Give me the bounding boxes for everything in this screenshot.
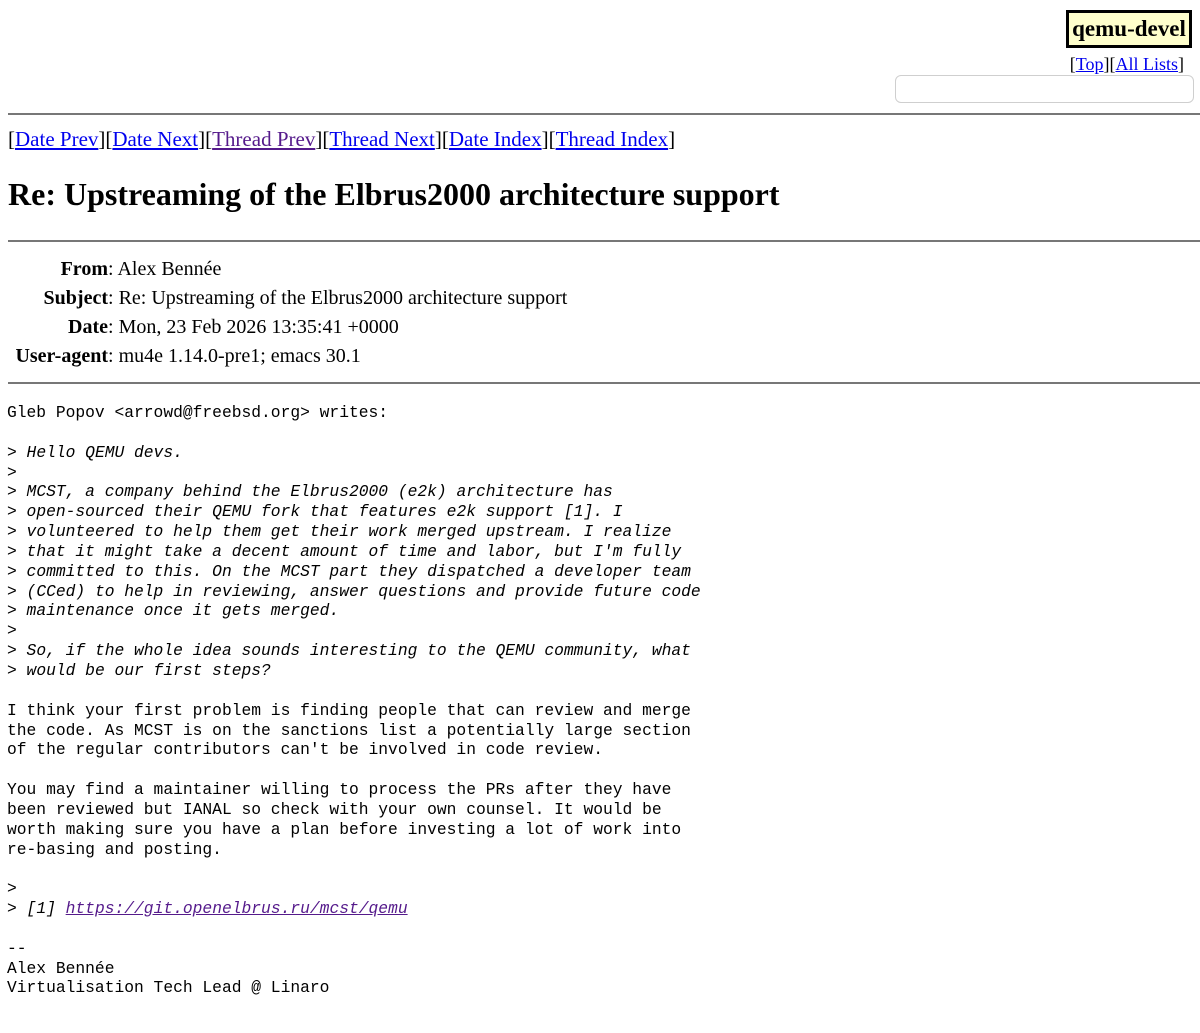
quote-line: >	[7, 621, 27, 641]
message-navigation	[8, 126, 675, 152]
signature-separator: --	[7, 938, 27, 958]
top-link[interactable]: Top	[1075, 54, 1104, 74]
all-lists-link[interactable]: All Lists	[1115, 54, 1178, 74]
quote-line: > committed to this. On the MCST part they dispatched a developer team	[7, 561, 691, 581]
reply-text: worth making sure you have a plan before investing a lot of work into	[7, 819, 682, 839]
divider	[8, 240, 1200, 242]
header-row-subject	[10, 285, 567, 314]
reply-text: been reviewed but IANAL so check with your own counsel. It would be	[7, 799, 662, 819]
quote-line: > maintenance once it gets merged.	[7, 601, 340, 621]
quote-line: >	[7, 462, 27, 482]
signature-title: Virtualisation Tech Lead @ Linaro	[7, 978, 330, 998]
quote-line: > volunteered to help them get their work merged upstream. I realize	[7, 522, 672, 542]
reply-text: the code. As MCST is on the sanctions list a potentially large section	[7, 720, 691, 740]
reply-text: You may find a maintainer willing to process the PRs after they have	[7, 780, 672, 800]
header-row-from	[10, 256, 567, 285]
bracket: [	[8, 127, 15, 151]
signature-name: Alex Bennée	[7, 958, 115, 978]
header-name: User-agent	[15, 345, 108, 367]
message-headers	[10, 256, 567, 372]
quote-line: > open-sourced their QEMU fork that features e2k support [1]. I	[7, 502, 623, 522]
header-name: Date	[68, 316, 108, 338]
bracket: ][	[434, 127, 449, 151]
search-input[interactable]	[895, 75, 1194, 103]
header-colon: :	[108, 258, 114, 280]
header-colon: :	[108, 316, 114, 338]
divider	[8, 382, 1200, 384]
date-next-link[interactable]: Date Next	[112, 127, 199, 151]
thread-next-link[interactable]: Thread Next	[329, 127, 435, 151]
bracket: [	[1069, 54, 1076, 74]
page-title: Re: Upstreaming of the Elbrus2000 architecture support	[8, 176, 780, 212]
quote-line: > would be our first steps?	[7, 660, 271, 680]
quote-line: > Hello QEMU devs.	[7, 442, 183, 462]
reply-text: re-basing and posting.	[7, 839, 222, 859]
header-colon: :	[108, 287, 114, 309]
bracket: ][	[315, 127, 330, 151]
quote-line: > (CCed) to help in reviewing, answer questions and provide future code	[7, 581, 701, 601]
header-colon: :	[108, 345, 114, 367]
header-name: Subject	[43, 287, 108, 309]
quote-line: >	[7, 879, 27, 899]
quote-line: > that it might take a decent amount of time and labor, but I'm fully	[7, 541, 682, 561]
date-index-link[interactable]: Date Index	[448, 127, 542, 151]
bracket: ]	[668, 127, 676, 151]
header-row-date	[10, 314, 567, 343]
message-body	[7, 403, 701, 998]
bracket: ][	[541, 127, 556, 151]
header-value: mu4e 1.14.0-pre1; emacs 30.1	[118, 345, 361, 367]
bracket: ][	[198, 127, 213, 151]
thread-index-link[interactable]: Thread Index	[555, 127, 669, 151]
bracket: ]	[1178, 54, 1184, 74]
quote-line: > So, if the whole idea sounds interesting to the QEMU community, what	[7, 641, 691, 661]
list-name-badge: qemu-devel	[1066, 10, 1192, 48]
bracket: ][	[1103, 54, 1116, 74]
thread-prev-link[interactable]: Thread Prev	[212, 127, 316, 151]
date-prev-link[interactable]: Date Prev	[15, 127, 99, 151]
header-row-user-agent	[10, 343, 567, 372]
quote-line: > MCST, a company behind the Elbrus2000 (e2k) architecture has	[7, 482, 613, 502]
header-name: From	[60, 258, 108, 280]
header-value: Mon, 23 Feb 2026 13:35:41 +0000	[118, 316, 399, 338]
reply-text: of the regular contributors can't be involved in code review.	[7, 740, 603, 760]
divider	[8, 113, 1200, 115]
reference-link[interactable]: https://git.openelbrus.ru/mcst/qemu	[65, 899, 408, 919]
bracket: ][	[98, 127, 113, 151]
reply-text: I think your first problem is finding people that can review and merge	[7, 700, 691, 720]
header-value: Alex Bennée	[117, 258, 222, 280]
header-value: Re: Upstreaming of the Elbrus2000 architecture support	[118, 287, 568, 309]
list-links	[1070, 54, 1184, 74]
attribution-line: Gleb Popov <arrowd@freebsd.org> writes:	[7, 403, 389, 422]
quote-line: > [1] https://git.openelbrus.ru/mcst/qemu	[7, 899, 408, 919]
